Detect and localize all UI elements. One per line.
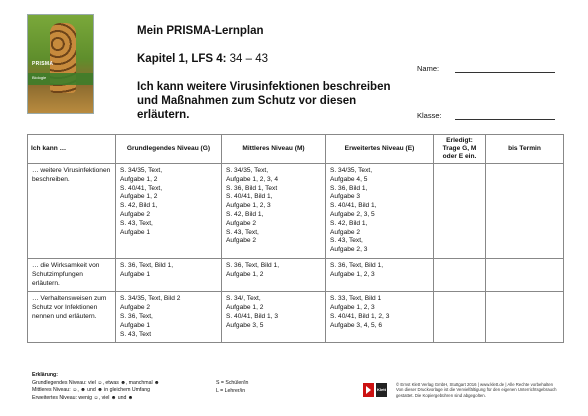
task-line: Aufgabe 1, 2 bbox=[120, 193, 158, 201]
legend-line: Mittleres Niveau: ☺, ☻ und ☻ in gleichem Umfang bbox=[32, 387, 150, 393]
header-middle-level: Mittleres Niveau (M) bbox=[222, 135, 326, 164]
task-line: S. 42, Bild 1, bbox=[226, 210, 264, 218]
task-line: S. 36, Text, Bild 1, bbox=[330, 261, 384, 269]
task-line: Aufgabe 1, 2, 3 bbox=[226, 202, 271, 210]
task-line: Aufgabe 1, 2, 3 bbox=[330, 304, 375, 312]
level-m-cell bbox=[222, 258, 326, 291]
task-line: S. 42, Bild 1, bbox=[330, 219, 368, 227]
task-line: Aufgabe 2 bbox=[226, 219, 257, 227]
task-line: Aufgabe 1 bbox=[120, 270, 151, 278]
name-field[interactable] bbox=[455, 72, 555, 73]
copyright-notice bbox=[396, 382, 566, 398]
task-line: S. 40/41, Text, bbox=[120, 184, 163, 192]
level-e-cell bbox=[326, 164, 434, 259]
level-g-cell bbox=[116, 258, 222, 291]
task-line: S. 36, Bild 1, Text bbox=[226, 184, 278, 192]
book-cover-image bbox=[27, 14, 94, 114]
task-line: S. 34/35, Text, bbox=[120, 167, 163, 174]
task-line: S. 43, Text, bbox=[226, 228, 259, 236]
legend-line: Erweitertes Niveau: wenig ☺, viel ☻ und ☻ bbox=[32, 394, 134, 401]
legend-title: Erklärung: bbox=[32, 372, 58, 378]
task-line: S. 34/35, Text, bbox=[330, 167, 373, 174]
header-deadline: bis Termin bbox=[486, 135, 564, 164]
level-e-cell bbox=[326, 258, 434, 291]
deadline-input-cell[interactable] bbox=[486, 164, 564, 259]
level-g-cell bbox=[116, 292, 222, 343]
task-line: S. 40/41, Bild 1, 2, 3 bbox=[330, 312, 390, 320]
task-line: Aufgabe 3 bbox=[330, 193, 361, 201]
abbreviations bbox=[216, 380, 248, 395]
table-row bbox=[28, 292, 564, 343]
task-line: Aufgabe 1, 2, 3, 4 bbox=[226, 175, 279, 183]
task-line: Aufgabe 1 bbox=[120, 228, 151, 236]
task-line: Aufgabe 2 bbox=[120, 304, 151, 312]
class-field[interactable] bbox=[455, 119, 555, 120]
header-skill: Ich kann … bbox=[28, 135, 116, 164]
task-line: Aufgabe 1, 2 bbox=[120, 175, 158, 183]
chapter-pages: 34 – 43 bbox=[226, 53, 269, 65]
level-g-cell bbox=[116, 164, 222, 259]
task-line: S. 43, Text bbox=[120, 330, 152, 338]
header-basic-level: Grundlegendes Niveau (G) bbox=[116, 135, 222, 164]
abbr-teacher: L = Lehrer/in bbox=[216, 387, 246, 394]
task-line: Aufgabe 1, 2, 3 bbox=[330, 270, 375, 278]
task-line: S. 34/35, Text, bbox=[226, 167, 269, 174]
task-line: Aufgabe 2, 3 bbox=[330, 246, 368, 254]
task-line: Aufgabe 2, 3, 5 bbox=[330, 210, 375, 218]
name-label: Name: bbox=[417, 64, 440, 73]
task-line: Aufgabe 1 bbox=[120, 321, 151, 329]
class-label: Klasse: bbox=[417, 111, 442, 120]
task-line: S. 36, Text, bbox=[120, 312, 153, 320]
copyright-line: Von dieser Druckvorlage ist die Vervielfältigung für den eigenen Unterrichtsgebrauch bbox=[396, 387, 557, 393]
task-line: S. 40/41, Bild 1, bbox=[226, 193, 273, 201]
table-header-row bbox=[28, 135, 564, 164]
task-line: Aufgabe 4, 5 bbox=[330, 175, 368, 183]
table-row bbox=[28, 258, 564, 291]
level-e-cell bbox=[326, 292, 434, 343]
abbr-student: S = Schüler/in bbox=[216, 380, 249, 386]
task-line: S. 36, Text, Bild 1, bbox=[226, 261, 280, 269]
task-line: Aufgabe 2 bbox=[330, 228, 361, 236]
cover-title: PRISMA bbox=[32, 61, 54, 67]
header-advanced-level: Erweitertes Niveau (E) bbox=[326, 135, 434, 164]
deadline-input-cell[interactable] bbox=[486, 258, 564, 291]
task-line: Aufgabe 1, 2 bbox=[226, 304, 264, 312]
task-line: S. 40/41, Bild 1, bbox=[330, 202, 377, 210]
task-line: Aufgabe 1, 2 bbox=[226, 270, 264, 278]
task-line: Aufgabe 2 bbox=[226, 237, 257, 245]
task-line: S. 36, Bild 1, bbox=[330, 184, 368, 192]
task-line: S. 34/, Text, bbox=[226, 295, 261, 303]
skill-cell: … die Wirksamkeit von Schutzimpfungen erläutern. bbox=[28, 258, 116, 291]
chapter-heading bbox=[137, 53, 268, 65]
publisher-logos bbox=[363, 383, 387, 397]
done-input-cell[interactable] bbox=[434, 258, 486, 291]
learning-plan-table bbox=[27, 134, 564, 343]
copyright-line: © Ernst Klett Verlag GmbH, Stuttgart 2016 | www.klett.de | Alle Rechte vorbehalten bbox=[396, 382, 554, 387]
deadline-input-cell[interactable] bbox=[486, 292, 564, 343]
task-line: Aufgabe 3, 4, 5, 6 bbox=[330, 321, 383, 329]
task-line: S. 43, Text, bbox=[330, 237, 363, 245]
legend bbox=[32, 372, 160, 402]
level-m-cell bbox=[222, 292, 326, 343]
learning-goal: Ich kann weitere Virusinfektionen beschreiben und Maßnahmen zum Schutz vor diesen erläutern. bbox=[137, 81, 391, 121]
klett-logo-icon bbox=[363, 383, 374, 397]
header-done: Erledigt: Trage G, M oder E ein. bbox=[434, 135, 486, 164]
task-line: Aufgabe 2 bbox=[120, 210, 151, 218]
skill-cell: … Verhaltensweisen zum Schutz vor Infektionen nennen und erläutern. bbox=[28, 292, 116, 343]
copyright-line: gestattet. Die Kopiergebühren sind abgegolten. bbox=[396, 392, 486, 398]
task-line: S. 40/41, Bild 1, 3 bbox=[226, 312, 279, 320]
cover-subtitle: Biologie bbox=[32, 75, 47, 80]
level-m-cell bbox=[222, 164, 326, 259]
task-line: Aufgabe 3, 5 bbox=[226, 321, 264, 329]
skill-cell: … weitere Virusinfektionen beschreiben. bbox=[28, 164, 116, 259]
table-row bbox=[28, 164, 564, 259]
task-line: S. 42, Bild 1, bbox=[120, 202, 158, 210]
done-input-cell[interactable] bbox=[434, 292, 486, 343]
legend-line: Grundlegendes Niveau: viel ☺, etwas ☻, manchmal ☻ bbox=[32, 379, 160, 386]
done-input-cell[interactable] bbox=[434, 164, 486, 259]
chapter-prefix: Kapitel 1, LFS 4: bbox=[137, 53, 227, 65]
task-line: S. 33, Text, Bild 1 bbox=[330, 295, 382, 303]
page-title: Mein PRISMA-Lernplan bbox=[137, 25, 264, 37]
klett-wordmark: Klett bbox=[376, 383, 387, 397]
task-line: S. 36, Text, Bild 1, bbox=[120, 261, 174, 269]
task-line: S. 43, Text, bbox=[120, 219, 153, 227]
task-line: S. 34/35, Text, Bild 2 bbox=[120, 295, 181, 303]
